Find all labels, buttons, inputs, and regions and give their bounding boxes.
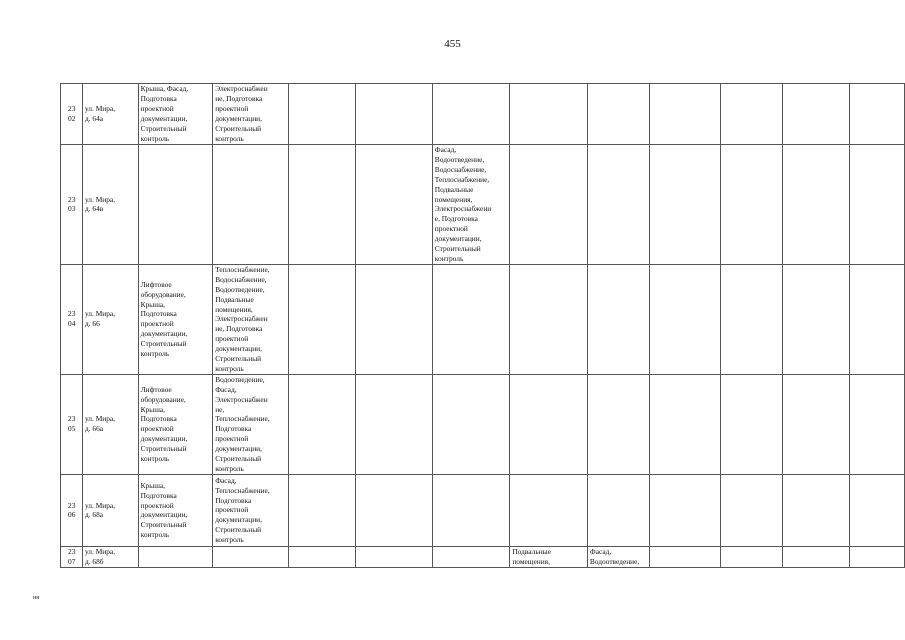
page-number: 455 (444, 38, 461, 50)
footer-mark: нн (33, 595, 40, 601)
empty-cell-col10 (649, 264, 721, 374)
address-cell: ул. Мира, д. 68б (82, 546, 138, 567)
repair-schedule-table (60, 83, 905, 568)
empty-cell-col13 (850, 474, 905, 546)
empty-cell-col11 (721, 145, 783, 265)
empty-cell-col12 (782, 145, 850, 265)
works-cell-col4 (213, 145, 289, 265)
table-row (61, 145, 905, 265)
empty-cell-col11 (721, 374, 783, 474)
empty-cell-col10 (649, 84, 721, 145)
empty-cell-col6 (356, 264, 433, 374)
empty-cell-col11 (721, 264, 783, 374)
works-cell-col8 (510, 145, 588, 265)
table-row (61, 84, 905, 145)
works-cell-col8 (510, 374, 588, 474)
works-cell-col9 (587, 84, 649, 145)
row-number-cell: 23 07 (61, 546, 83, 567)
address-cell: ул. Мира, д. 66а (82, 374, 138, 474)
empty-cell-col13 (850, 84, 905, 145)
works-cell-col8 (510, 474, 588, 546)
works-cell-col3: Лифтовое оборудование, Крыша, Подготовка проектной документации, Строительный контроль (138, 374, 213, 474)
address-cell: ул. Мира, д. 68а (82, 474, 138, 546)
empty-cell-col12 (782, 374, 850, 474)
empty-cell-col12 (782, 546, 850, 567)
empty-cell-col11 (721, 474, 783, 546)
works-cell-col8 (510, 84, 588, 145)
empty-cell-col10 (649, 474, 721, 546)
works-cell-col3 (138, 145, 213, 265)
empty-cell-col6 (356, 374, 433, 474)
row-number-cell: 23 05 (61, 374, 83, 474)
works-cell-col7 (432, 374, 510, 474)
empty-cell-col13 (850, 145, 905, 265)
row-number-cell: 23 02 (61, 84, 83, 145)
address-cell: ул. Мира, д. 66 (82, 264, 138, 374)
empty-cell-col11 (721, 546, 783, 567)
works-cell-col7 (432, 546, 510, 567)
address-cell: ул. Мира, д. 64а (82, 84, 138, 145)
empty-cell-col12 (782, 474, 850, 546)
empty-cell-col5 (288, 474, 356, 546)
table-row (61, 264, 905, 374)
row-number-cell: 23 06 (61, 474, 83, 546)
works-cell-col4: Теплоснабжение, Водоснабжение, Водоотведение, Подвальные помещения, Электроснабжен ие, Подготовка проектной документации, Строительный контроль (213, 264, 289, 374)
empty-cell-col13 (850, 546, 905, 567)
empty-cell-col10 (649, 546, 721, 567)
empty-cell-col12 (782, 264, 850, 374)
works-cell-col3: Лифтовое оборудование, Крыша, Подготовка проектной документации, Строительный контроль (138, 264, 213, 374)
empty-cell-col13 (850, 374, 905, 474)
works-cell-col9 (587, 374, 649, 474)
works-cell-col7 (432, 474, 510, 546)
works-cell-col7: Фасад, Водоотведение, Водоснабжение, Теплоснабжение, Подвальные помещения, Электроснабжени е, Подготовка проектной документации, Строительный контроль (432, 145, 510, 265)
empty-cell-col12 (782, 84, 850, 145)
empty-cell-col5 (288, 264, 356, 374)
address-cell: ул. Мира, д. 64в (82, 145, 138, 265)
empty-cell-col13 (850, 264, 905, 374)
row-number-cell: 23 04 (61, 264, 83, 374)
works-cell-col9 (587, 145, 649, 265)
empty-cell-col5 (288, 145, 356, 265)
works-cell-col4: Электроснабжен ие, Подготовка проектной документации, Строительный контроль (213, 84, 289, 145)
works-cell-col4 (213, 546, 289, 567)
empty-cell-col5 (288, 84, 356, 145)
works-cell-col3: Крыша, Подготовка проектной документации, Строительный контроль (138, 474, 213, 546)
works-cell-col4: Водоотведение, Фасад, Электроснабжен ие, Теплоснабжение, Подготовка проектной документации, Строительный контроль (213, 374, 289, 474)
empty-cell-col10 (649, 374, 721, 474)
empty-cell-col11 (721, 84, 783, 145)
works-cell-col9: Фасад, Водоотведение, (587, 546, 649, 567)
empty-cell-col6 (356, 474, 433, 546)
works-cell-col8: Подвальные помещения, (510, 546, 588, 567)
works-cell-col3 (138, 546, 213, 567)
table-row (61, 546, 905, 567)
works-cell-col4: Фасад, Теплоснабжение, Подготовка проектной документации, Строительный контроль (213, 474, 289, 546)
empty-cell-col10 (649, 145, 721, 265)
table-row (61, 374, 905, 474)
works-cell-col8 (510, 264, 588, 374)
empty-cell-col6 (356, 84, 433, 145)
row-number-cell: 23 03 (61, 145, 83, 265)
empty-cell-col5 (288, 546, 356, 567)
works-cell-col3: Крыша, Фасад, Подготовка проектной документации, Строительный контроль (138, 84, 213, 145)
works-cell-col9 (587, 264, 649, 374)
empty-cell-col6 (356, 546, 433, 567)
empty-cell-col6 (356, 145, 433, 265)
works-cell-col7 (432, 264, 510, 374)
table-row (61, 474, 905, 546)
works-cell-col9 (587, 474, 649, 546)
empty-cell-col5 (288, 374, 356, 474)
works-cell-col7 (432, 84, 510, 145)
